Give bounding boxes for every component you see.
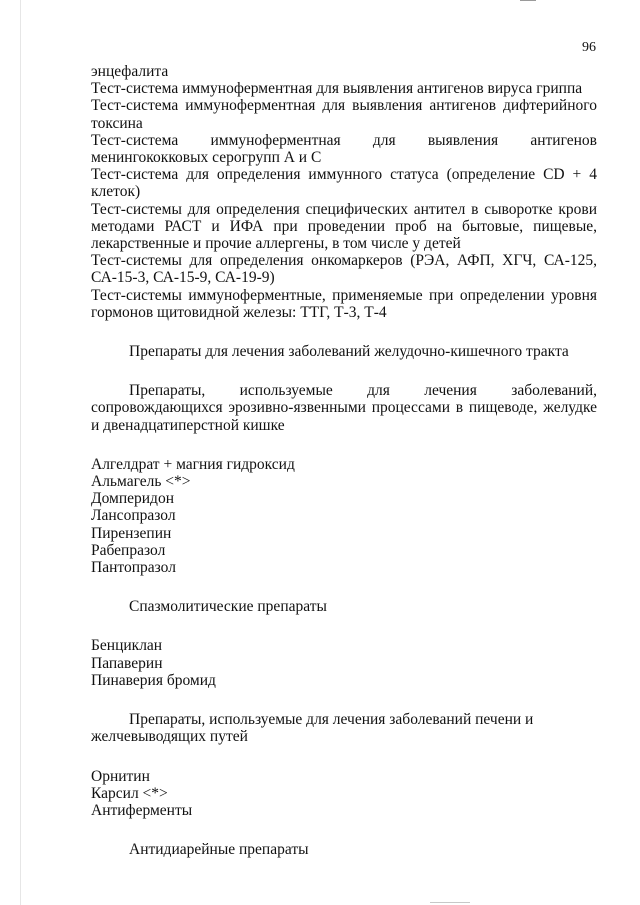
drug-list-item: Орнитин <box>91 767 150 785</box>
drug-list-item: Альмагель <*> <box>91 473 191 491</box>
intro-line: Тест-система иммуноферментная для выявления антигенов дифтерийного токсина <box>91 97 597 132</box>
drug-list-item: Пирензепин <box>91 524 172 542</box>
drug-list-item: Лансопразол <box>91 507 176 525</box>
intro-line: Тест-система иммуноферментная для выявления антигенов менингококковых серогрупп А и С <box>91 131 597 167</box>
section-heading-liver: Препараты, используемые для лечения заболеваний печени и желчевыводящих путей <box>91 711 534 746</box>
drug-list-item: Антиферменты <box>91 801 193 819</box>
scan-corner-mark <box>520 0 536 1</box>
section-subheading-gi: Препараты, используемые для лечения заболеваний, сопровождающихся эрозивно-язвенными процессами в пищеводе, желудке и двенадцатиперстной кишке <box>91 382 597 434</box>
drug-list-item: Рабепразол <box>91 541 166 559</box>
scan-bottom-mark <box>430 902 470 903</box>
drug-list-item: Пантопразол <box>91 559 176 577</box>
document-body <box>91 63 597 858</box>
drug-list-item: Папаверин <box>91 654 163 672</box>
section-heading-gi: Препараты для лечения заболеваний желудочно-кишечного тракта <box>129 343 569 361</box>
page-number: 96 <box>582 40 596 55</box>
drug-list-item: Алгелдрат + магния гидроксид <box>91 455 295 473</box>
intro-line: Тест-система иммуноферментная для выявления антигенов вируса гриппа <box>91 80 583 98</box>
intro-line: Тест-системы для определения специфических антител в сыворотке крови методами РАСТ и ИФА при проведении проб на бытовые, пищевые, лекарственные и прочие аллергены, в том числе у детей <box>91 200 597 253</box>
section-heading-antidiarrheal: Антидиарейные препараты <box>129 841 309 859</box>
intro-line: энцефалита <box>91 63 169 80</box>
drug-list-item: Карсил <*> <box>91 784 168 802</box>
drug-list-item: Бенциклан <box>91 637 163 655</box>
intro-line: Тест-системы для определения онкомаркеров (РЭА, АФП, ХГЧ, СА-125, СА-15-3, СА-15-9, СА-19-9) <box>91 252 597 287</box>
drug-list-item: Домперидон <box>91 490 174 508</box>
scan-edge-mark <box>20 0 21 905</box>
section-heading-spasmolytic: Спазмолитические препараты <box>129 598 327 616</box>
intro-line: Тест-системы иммуноферментные, применяемые при определении уровня гормонов щитовидной железы: ТТГ, Т-3, Т-4 <box>91 286 597 321</box>
drug-list-item: Пинаверия бромид <box>91 671 216 689</box>
intro-line: Тест-система для определения иммунного статуса (определение CD + 4 клеток) <box>91 166 597 201</box>
